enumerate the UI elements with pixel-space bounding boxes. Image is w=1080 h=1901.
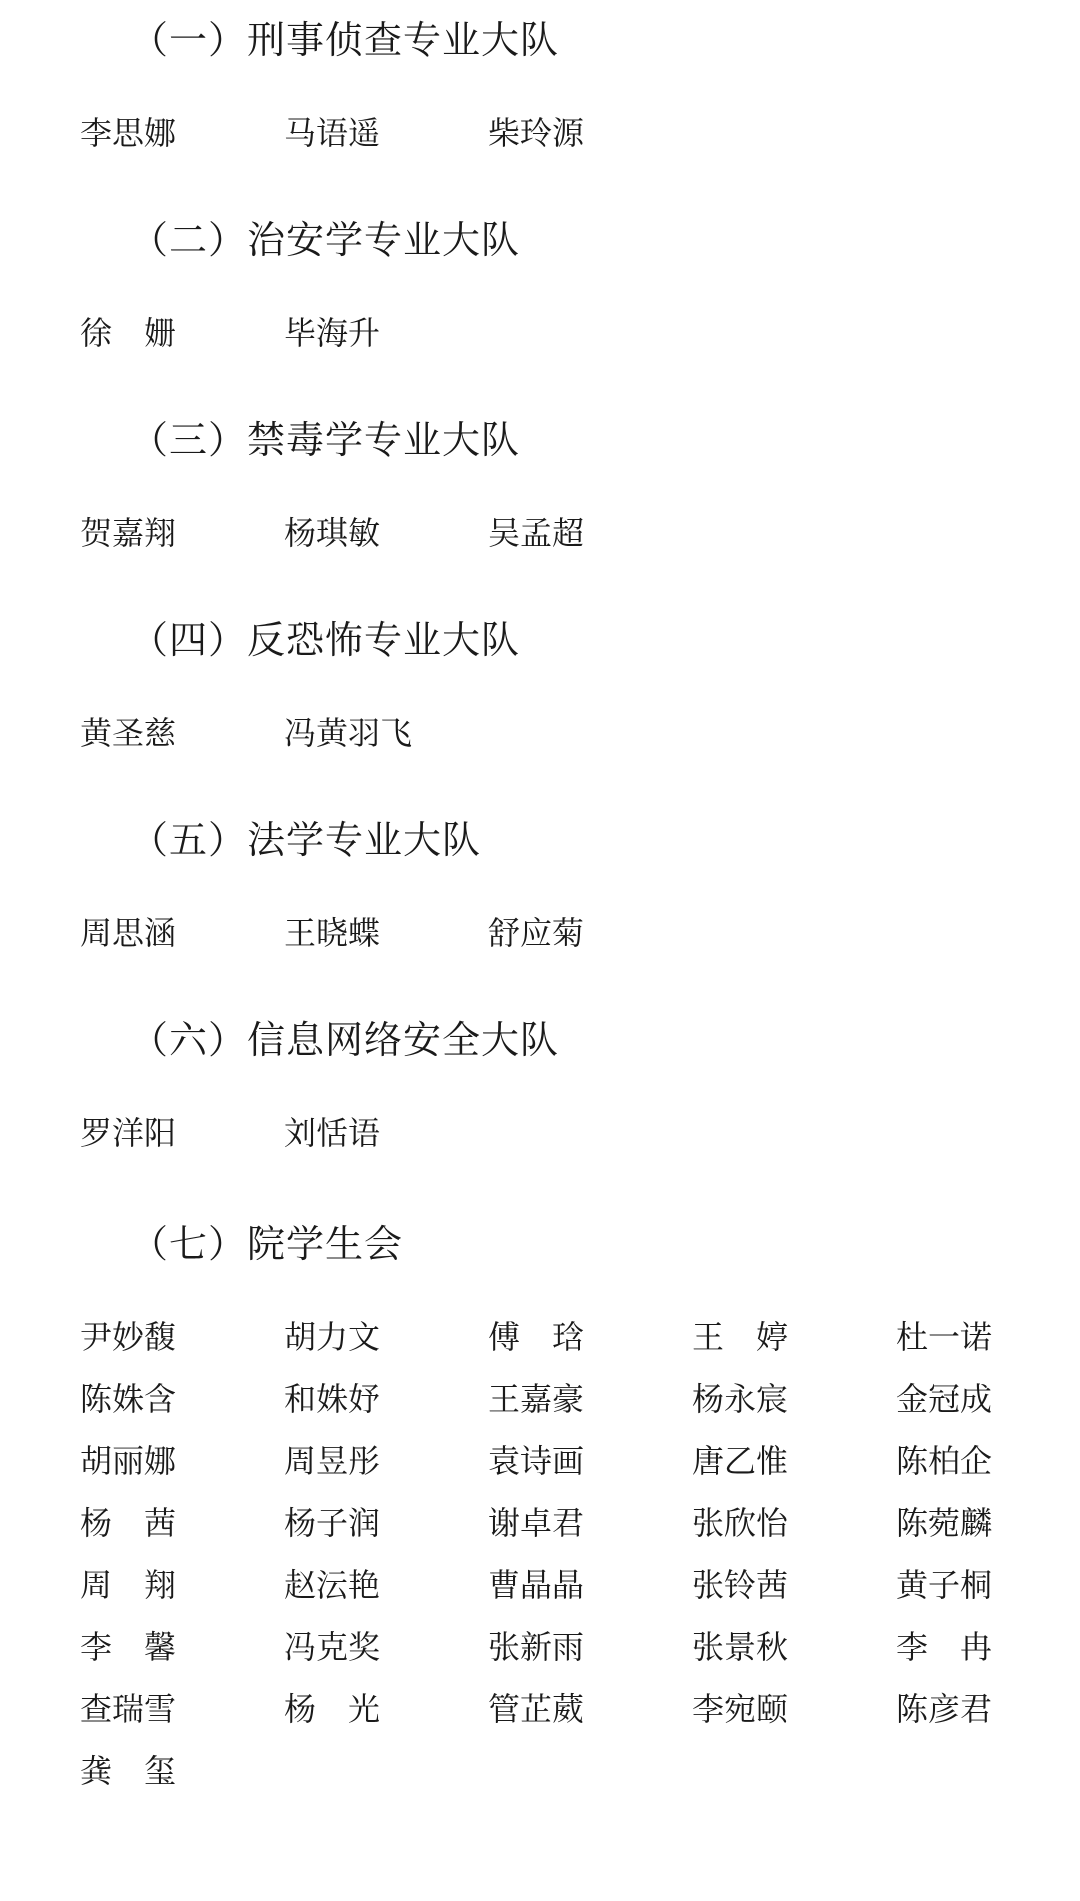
person-name: 周昱彤 (284, 1442, 381, 1480)
person-name: 徐 姗 (80, 314, 177, 352)
person-name: 曹晶晶 (488, 1566, 585, 1604)
person-name: 张欣怡 (692, 1504, 789, 1542)
person-name: 李 馨 (80, 1628, 177, 1666)
person-name: 袁诗画 (488, 1442, 585, 1480)
person-name: 杨永宸 (692, 1380, 789, 1418)
person-name: 李宛颐 (692, 1690, 789, 1728)
person-name: 黄圣慈 (80, 714, 177, 752)
section-heading-2: （二）治安学专业大队 (130, 218, 521, 262)
person-name: 查瑞雪 (80, 1690, 177, 1728)
person-name: 和姝妤 (284, 1380, 381, 1418)
person-name: 管芷葳 (488, 1690, 585, 1728)
person-name: 罗洋阳 (80, 1114, 177, 1152)
section-heading-5: （五）法学专业大队 (130, 818, 482, 862)
person-name: 陈姝含 (80, 1380, 177, 1418)
section-heading-7: （七）院学生会 (130, 1222, 404, 1266)
section-heading-1: （一）刑事侦查专业大队 (130, 18, 560, 62)
person-name: 杜一诺 (896, 1318, 993, 1356)
person-name: 杨 茜 (80, 1504, 177, 1542)
person-name: 胡力文 (284, 1318, 381, 1356)
person-name: 毕海升 (284, 314, 381, 352)
person-name: 冯黄羽飞 (284, 714, 413, 752)
person-name: 陈彦君 (896, 1690, 993, 1728)
person-name: 谢卓君 (488, 1504, 585, 1542)
person-name: 杨子润 (284, 1504, 381, 1542)
person-name: 冯克奖 (284, 1628, 381, 1666)
person-name: 周 翔 (80, 1566, 177, 1604)
person-name: 杨琪敏 (284, 514, 381, 552)
person-name: 陈菀麟 (896, 1504, 993, 1542)
person-name: 刘恬语 (284, 1114, 381, 1152)
person-name: 吴孟超 (488, 514, 585, 552)
section-heading-6: （六）信息网络安全大队 (130, 1018, 560, 1062)
person-name: 黄子桐 (896, 1566, 993, 1604)
person-name: 陈柏企 (896, 1442, 993, 1480)
person-name: 李思娜 (80, 114, 177, 152)
person-name: 金冠成 (896, 1380, 993, 1418)
person-name: 赵沄艳 (284, 1566, 381, 1604)
section-heading-4: （四）反恐怖专业大队 (130, 618, 521, 662)
person-name: 周思涵 (80, 914, 177, 952)
person-name: 李 冉 (896, 1628, 993, 1666)
person-name: 马语遥 (284, 114, 381, 152)
person-name: 龚 玺 (80, 1752, 177, 1790)
person-name: 胡丽娜 (80, 1442, 177, 1480)
section-heading-3: （三）禁毒学专业大队 (130, 418, 521, 462)
person-name: 尹妙馥 (80, 1318, 177, 1356)
person-name: 王 婷 (692, 1318, 789, 1356)
person-name: 唐乙惟 (692, 1442, 789, 1480)
person-name: 张铃茜 (692, 1566, 789, 1604)
person-name: 张新雨 (488, 1628, 585, 1666)
person-name: 王晓蝶 (284, 914, 381, 952)
person-name: 傅 琀 (488, 1318, 585, 1356)
person-name: 舒应菊 (488, 914, 585, 952)
person-name: 贺嘉翔 (80, 514, 177, 552)
person-name: 王嘉豪 (488, 1380, 585, 1418)
person-name: 杨 光 (284, 1690, 381, 1728)
person-name: 柴玲源 (488, 114, 585, 152)
person-name: 张景秋 (692, 1628, 789, 1666)
